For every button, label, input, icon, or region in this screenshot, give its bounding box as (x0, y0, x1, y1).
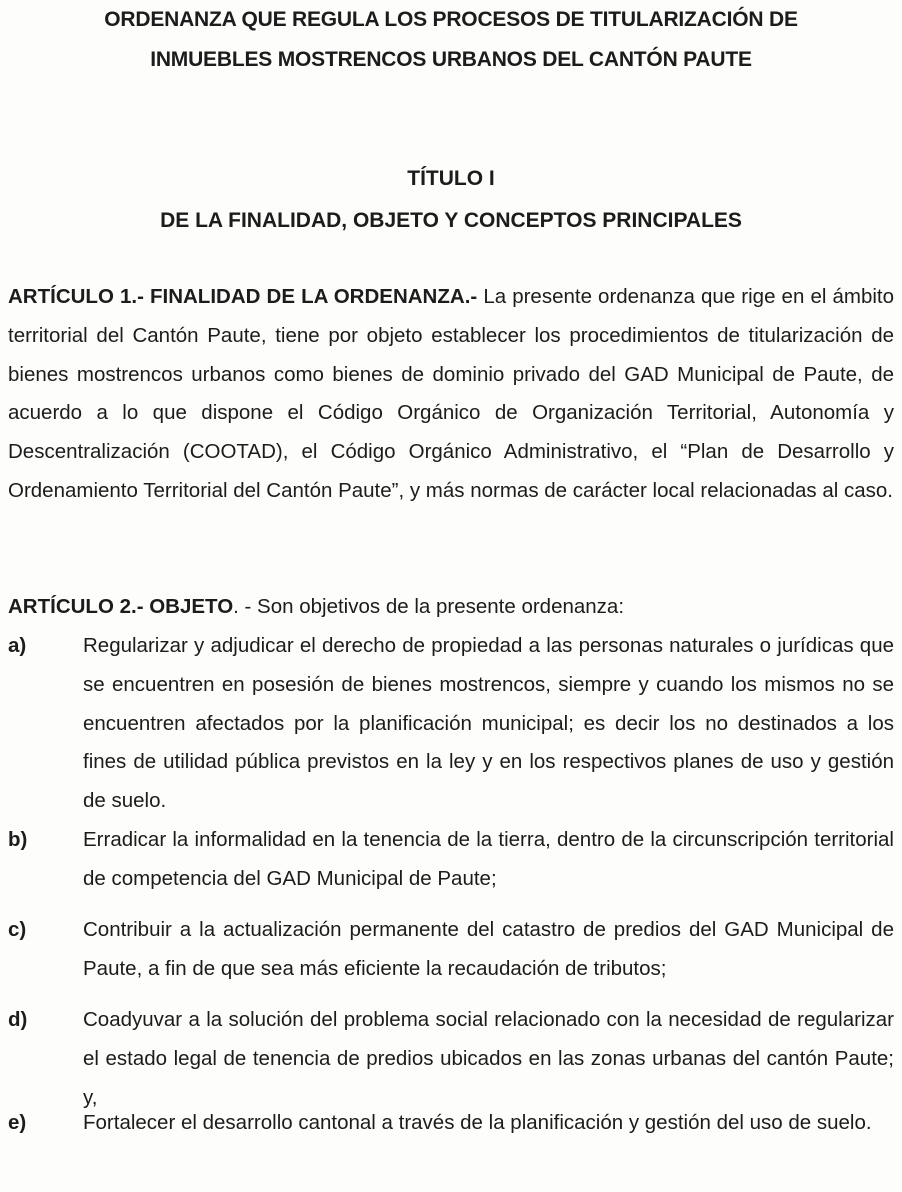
article-1 (8, 278, 894, 511)
list-item-text: Contribuir a la actualización permanente del catastro de predios del GAD Municipal de Paute, a fin de que sea más eficiente la recaudación de tributos; (83, 918, 894, 980)
list-item-text: Erradicar la informalidad en la tenencia de la tierra, dentro de la circunscripción territorial de competencia del GAD Municipal de Paute; (83, 828, 894, 890)
document-title-line-2: INMUEBLES MOSTRENCOS URBANOS DEL CANTÓN PAUTE (150, 48, 752, 71)
list-item-text: Regularizar y adjudicar el derecho de propiedad a las personas naturales o jurídicas que se encuentren en posesión de bienes mostrencos, siempre y cuando los mismos no se encuentren afectados por la planificación municipal; es decir los no destinados a los fines de utilidad pública previstos en la ley y en los respectivos planes de uso y gestión de suelo. (83, 634, 894, 813)
list-item (8, 627, 894, 821)
article-2-heading: ARTÍCULO 2.- OBJETO (8, 595, 234, 618)
list-item (8, 1001, 894, 1117)
article-2-intro-text: . - Son objetivos de la presente ordenanza: (233, 595, 625, 618)
article-2-intro (8, 588, 894, 627)
list-item-marker: a) (8, 634, 27, 657)
article-1-heading: ARTÍCULO 1.- FINALIDAD DE LA ORDENANZA.- (8, 285, 478, 308)
list-item-marker: e) (8, 1111, 27, 1134)
titulo-heading (40, 158, 862, 242)
document-title (40, 0, 862, 80)
list-item (8, 911, 894, 989)
list-item-marker: b) (8, 828, 28, 851)
article-1-body: La presente ordenanza que rige en el ámbito territorial del Cantón Paute, tiene por objeto establecer los procedimientos de titularización de bienes mostrencos urbanos como bienes de dominio privado del GAD Municipal de Paute, de acuerdo a lo que dispone el Código Orgánico de Organización Territorial, Autonomía y Descentralización (COOTAD), el Código Orgánico Administrativo, el “Plan de Desarrollo y Ordenamiento Territorial del Cantón Paute”, y más normas de carácter local relacionadas al caso. (8, 285, 895, 502)
list-item (8, 1104, 894, 1143)
titulo-subtitle: DE LA FINALIDAD, OBJETO Y CONCEPTOS PRINCIPALES (160, 209, 742, 232)
titulo-label: TÍTULO I (407, 167, 495, 190)
list-item-marker: d) (8, 1008, 28, 1031)
list-item (8, 821, 894, 899)
document-title-line-1: ORDENANZA QUE REGULA LOS PROCESOS DE TITULARIZACIÓN DE (104, 8, 798, 31)
list-item-marker: c) (8, 918, 27, 941)
list-item-text: Fortalecer el desarrollo cantonal a través de la planificación y gestión del uso de suelo. (83, 1111, 872, 1134)
list-item-text: Coadyuvar a la solución del problema social relacionado con la necesidad de regularizar el estado legal de tenencia de predios ubicados en las zonas urbanas del cantón Paute; y, (83, 1008, 894, 1109)
